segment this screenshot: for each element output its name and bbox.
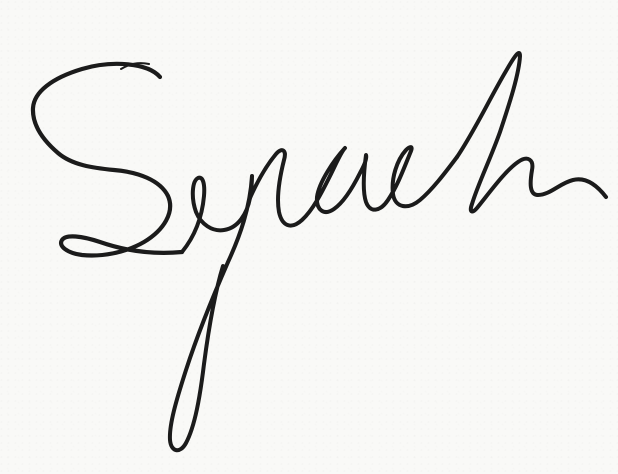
signature-stroke-h xyxy=(457,53,606,211)
signature-stroke-s xyxy=(33,64,182,256)
signature-stroke-y xyxy=(170,176,252,450)
signature-stroke-uac xyxy=(250,147,457,225)
signature-strokes xyxy=(33,53,606,450)
